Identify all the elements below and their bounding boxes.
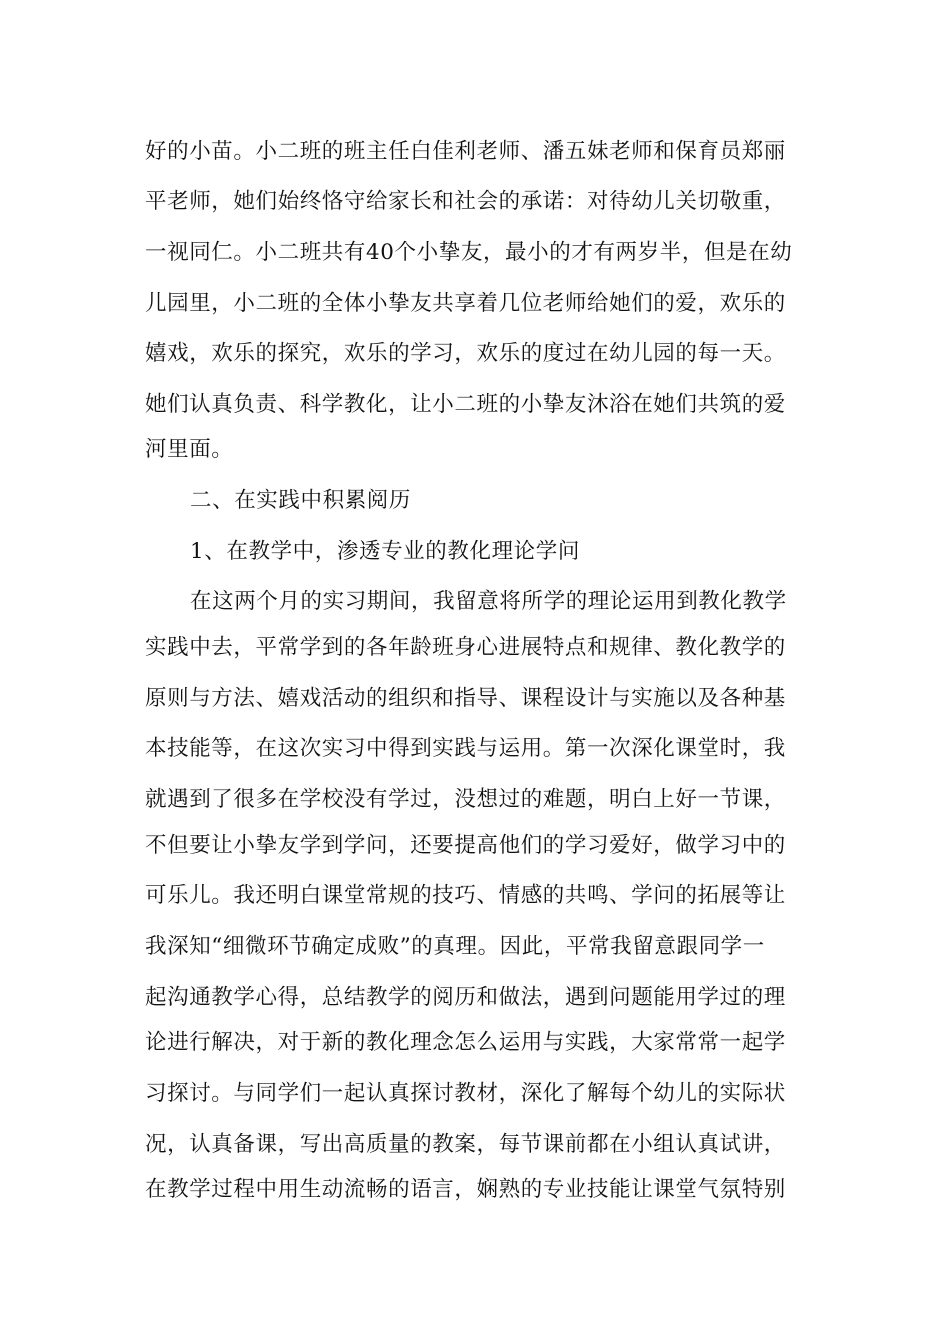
text-line: 本技能等，在这次实习中得到实践与运用。第一次深化课堂时，我	[145, 736, 786, 761]
text-line: 嬉戏，欢乐的探究，欢乐的学习，欢乐的度过在幼儿园的每一天。	[145, 341, 786, 366]
text-line: 可乐儿。我还明白课堂常规的技巧、情感的共鸣、学问的拓展等让	[145, 883, 786, 908]
text-line: 况，认真备课，写出高质量的教案，每节课前都在小组认真试讲，	[145, 1132, 786, 1157]
text-line: 实践中去，平常学到的各年龄班身心进展特点和规律、教化教学的	[145, 635, 786, 660]
text-line: 论进行解决，对于新的教化理念怎么运用与实践，大家常常一起学	[145, 1030, 786, 1055]
subsection-heading: 1、在教学中，渗透专业的教化理论学问	[190, 539, 580, 564]
text-line: 起沟通教学心得，总结教学的阅历和做法，遇到问题能用学过的理	[145, 985, 786, 1010]
text-line: 习探讨。与同学们一起认真探讨教材，深化了解每个幼儿的实际状	[145, 1081, 786, 1106]
text-line: 儿园里，小二班的全体小挚友共享着几位老师给她们的爱，欢乐的	[145, 291, 786, 316]
text-line: 好的小苗。小二班的班主任白佳利老师、潘五妹老师和保育员郑丽	[145, 139, 786, 164]
text-line: 就遇到了很多在学校没有学过，没想过的难题，明白上好一节课，	[145, 787, 786, 812]
text-line: 不但要让小挚友学到学问，还要提高他们的学习爱好，做学习中的	[145, 833, 786, 858]
text-line: 平老师，她们始终恪守给家长和社会的承诺：对待幼儿关切敬重，	[145, 189, 786, 214]
text-line: 我深知“细微环节确定成败”的真理。因此，平常我留意跟同学一	[145, 934, 765, 959]
text-line: 河里面。	[145, 437, 234, 462]
text-line: 原则与方法、嬉戏活动的组织和指导、课程设计与实施以及各种基	[145, 686, 786, 711]
text-line: 她们认真负责、科学教化，让小二班的小挚友沐浴在她们共筑的爱	[145, 392, 786, 417]
text-line: 在这两个月的实习期间，我留意将所学的理论运用到教化教学	[190, 589, 787, 614]
text-line: 一视同仁。小二班共有40个小挚友，最小的才有两岁半，但是在幼	[145, 240, 793, 265]
section-heading: 二、在实践中积累阅历	[190, 488, 412, 513]
text-line: 在教学过程中用生动流畅的语言，娴熟的专业技能让课堂气氛特别	[145, 1177, 786, 1202]
